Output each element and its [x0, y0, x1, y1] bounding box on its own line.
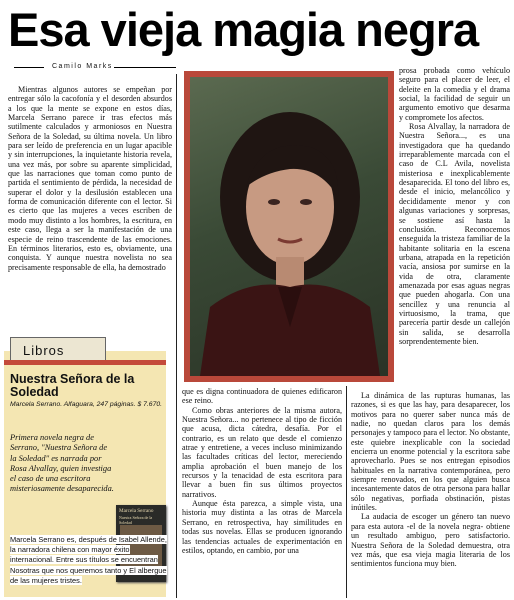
byline-rule-left	[14, 67, 44, 68]
author-portrait	[190, 77, 388, 376]
author-photo	[184, 71, 394, 382]
author-bio-text: Marcela Serrano es, después de Isabel Allende, la narradora chilena con mayor éxito internacional. Entre sus títulos se encuentran Nosotras que nos queremos tanto y El albergue de las mujeres tristes.	[10, 535, 167, 585]
column-divider	[176, 74, 177, 598]
author-bio	[10, 535, 168, 586]
article-paragraph: Mientras algunos autores se empeñan por entregar sólo la cacofonía y el desorden absurdos a los que la mente se expone en estos días, Marcela Serrano parece ir tras efectos más sutilmente calculados y armoniosos en Nuestra Señora de la Soledad, su última novela. Un libro para ser leído de preferencia en un lugar apacible y sin interrupciones, la inquietante historia revela, una vez más, por sobre su aparente simplicidad, que las narraciones que toman como punto de partida el sentimiento de pérdida, la necesidad de superar el dolor y la desilusión establecen una forma de comunicación diferente con el lector. Si es cierto que las mujeres a veces escriben de modo muy distinto a los hombres, la escritura, en este caso, llega a ser la manifestación de una especie de reino trascendente de las emociones. En términos literarios, esto es, obviamente, una conquista. Y aunque nuestra novelista no sea precisamente responsable de ella, ha demostrado	[8, 85, 172, 272]
article-column-3-continued	[351, 391, 510, 569]
article-column-1	[8, 85, 172, 272]
sidebar-accent-bar	[4, 360, 166, 365]
cover-author: Marcela Serrano	[119, 508, 154, 514]
article-paragraph: que es digna continuadora de quienes edificaron ese reino.	[182, 387, 342, 406]
article-paragraph: Como obras anteriores de la misma autora, Nuestra Señora... no pertenece al tipo de ficción que acusa, dicta cátedra, desafía. Por el contrario, es un relato que desde el comienzo atrae y entretiene, a veces incluso minimizando las facultades críticas del lector, mereciendo amplia aprobación el buen manejo de los recursos y la tenacidad de esta escritora para llevar a buen fin sus últimos proyectos narrativos.	[182, 405, 342, 499]
article-paragraph: Rosa Alvallay, la narradora de Nuestra Señora..., es una investigadora que ha quedando irreparablemente marcada con el caso de C.L Avila, novelista misteriosa e inexplicablemente desaparecida. El tono del libro es, desde el inicio, melancólico y decididamente menor y con algunas variaciones y sorpresas, se sostiene así hasta la conclusión. Reconocemos enseguida la tristeza familiar de la habitante solitaria en la escena urbana, atrapada en la repetición vacía, ansiosa por sumirse en la vida de otra, claramente amenazada por esas aguas negras que pueden ahogarla. Con una sencillez y una renuncia al virtuosismo, la trama, que parecería partir desde un callejón sin salida, se desarrolla sorprendentemente bien.	[399, 122, 510, 346]
article-paragraph: La audacia de escoger un género tan nuevo para esta autora -el de la novela negra- obtiene un resultado ambiguo, pero satisfactorio. Nuestra Señora de la Soledad demuestra, otra vez más, que esa vieja magia literaria de los sentimientos funciona muy bien.	[351, 512, 510, 569]
cover-title: Nuestra Señora de la Soledad	[119, 515, 153, 525]
column-divider	[346, 386, 347, 598]
byline-author: Camilo Marks	[52, 63, 113, 70]
byline-rule-right	[114, 67, 176, 68]
book-sidebar	[4, 343, 167, 597]
article-column-2	[182, 387, 342, 555]
article-paragraph: prosa probada como vehículo seguro para el placer de leer, el deleite en la comedia y el drama social, la facilidad de seguir un argumento emotivo que desarma y compromete los afectos.	[399, 66, 510, 122]
book-promo: Primera novela negra de Serrano, "Nuestra Señora de la Soledad" es narrada por Rosa Alvallay, quien investiga el caso de una escritora misteriosamente desaparecida.	[10, 433, 114, 494]
article-paragraph: Aunque ésta parezca, a simple vista, una historia muy distinta a las otras de Marcela Serrano, en retrospectiva, hay similitudes en todas sus novelas. Ellas se producen ignorando las tendencias actuales de experimentación en estilos, optando, en cambio, por una	[182, 499, 342, 555]
article-column-3	[399, 66, 510, 346]
book-meta: Marcela Serrano. Alfaguara, 247 páginas. $ 7.670.	[10, 401, 163, 408]
book-title: Nuestra Señora de la Soledad	[10, 372, 135, 399]
headline: Esa vieja magia negra	[8, 3, 479, 56]
article-paragraph: La dinámica de las rupturas humanas, las razones, si es que las hay, para desaparecer, los motivos para no querer saber nunca más de nadie, no quedan claros para los demás personajes y tampoco para el lector. No obstante, este quiebre inexplicable con la sociedad encierra un enorme potencial y la escritora sabe aprovecharlo. Pues se nos entregan episodios habituales en la narrativa contemporánea, pero siempre renovados, en los que alguien busca incesantemente datos de otra persona para hallar sólo negativas, porfiada obstinación, pistas inútiles.	[351, 391, 510, 513]
section-tab-libros: Libros	[10, 337, 106, 363]
